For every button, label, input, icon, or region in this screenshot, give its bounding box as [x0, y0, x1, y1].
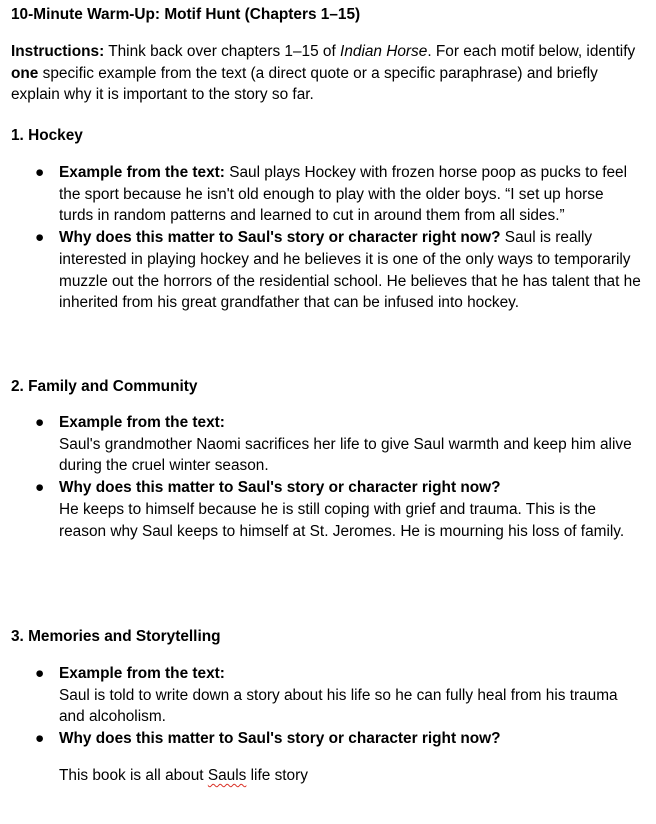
- memories-example-bullet: [11, 663, 641, 728]
- instructions-emphasis: one: [11, 64, 39, 82]
- instructions-text-3: specific example from the text (a direct quote or a specific paraphrase) and briefly explain why it is important to the story so far.: [11, 64, 598, 104]
- memories-why-answer[interactable]: [59, 765, 308, 787]
- memories-answer-after: life story: [246, 767, 308, 784]
- family-why-bullet: [11, 477, 641, 542]
- hockey-why-text: Saul is really interested in playing hockey and he believes it is one of the only ways to temporarily muzzle out the horrors of the residential school. He believes that he has talent that he inherited from his great grandfather that can be infused into hockey.: [59, 229, 641, 312]
- section-title-family: 2. Family and Community: [11, 378, 198, 395]
- family-example-bullet: [11, 412, 641, 477]
- document-title: 10-Minute Warm-Up: Motif Hunt (Chapters 1–15): [11, 6, 361, 23]
- bullet-dot-icon: ●: [35, 164, 45, 181]
- family-why-text: He keeps to himself because he is still coping with grief and trauma. This is the reason why Saul keeps to himself at St. Jeromes. He is mourning his loss of family.: [59, 500, 625, 540]
- instructions-text-2: . For each motif below, identify: [427, 43, 636, 60]
- hockey-example-text: Saul plays Hockey with frozen horse poop as pucks to feel the sport because he isn't old enough to play with the older boys. “I set up horse turds in random patterns and learned to cut in around them from all sides.”: [59, 164, 628, 225]
- instructions-text-1: Think back over chapters 1–15 of: [104, 43, 341, 60]
- memories-example-label: Example from the text:: [59, 665, 225, 682]
- memories-bullet-list: [11, 663, 641, 750]
- family-example-label: Example from the text:: [59, 414, 225, 431]
- bullet-dot-icon: ●: [35, 414, 45, 431]
- hockey-why-bullet: [11, 227, 641, 314]
- bullet-dot-icon: ●: [35, 730, 45, 748]
- hockey-example-bullet: [11, 162, 641, 227]
- memories-example-text: Saul is told to write down a story about his life so he can fully heal from his trauma and alcoholism.: [59, 686, 618, 726]
- bullet-dot-icon: ●: [35, 665, 45, 682]
- hockey-bullet-list: [11, 162, 641, 314]
- section-title-hockey: 1. Hockey: [11, 127, 83, 144]
- instructions-paragraph: [11, 41, 641, 106]
- family-bullet-list: [11, 412, 641, 542]
- family-example-text: Saul's grandmother Naomi sacrifices her life to give Saul warmth and keep him alive during the cruel winter season.: [59, 435, 632, 475]
- instructions-label: Instructions:: [11, 43, 105, 60]
- hockey-example-label: Example from the text:: [59, 164, 225, 181]
- memories-answer-before: This book is all about: [59, 767, 208, 784]
- memories-why-label: Why does this matter to Saul's story or character right now?: [59, 730, 501, 748]
- family-why-label: Why does this matter to Saul's story or character right now?: [59, 479, 501, 497]
- hockey-why-label: Why does this matter to Saul's story or character right now?: [59, 229, 501, 247]
- memories-why-bullet: [11, 728, 641, 750]
- book-title: Indian Horse: [340, 43, 428, 60]
- bullet-dot-icon: ●: [35, 479, 45, 497]
- spellcheck-misspelled-word[interactable]: Sauls: [207, 767, 247, 784]
- bullet-dot-icon: ●: [35, 229, 45, 247]
- section-title-memories: 3. Memories and Storytelling: [11, 628, 221, 645]
